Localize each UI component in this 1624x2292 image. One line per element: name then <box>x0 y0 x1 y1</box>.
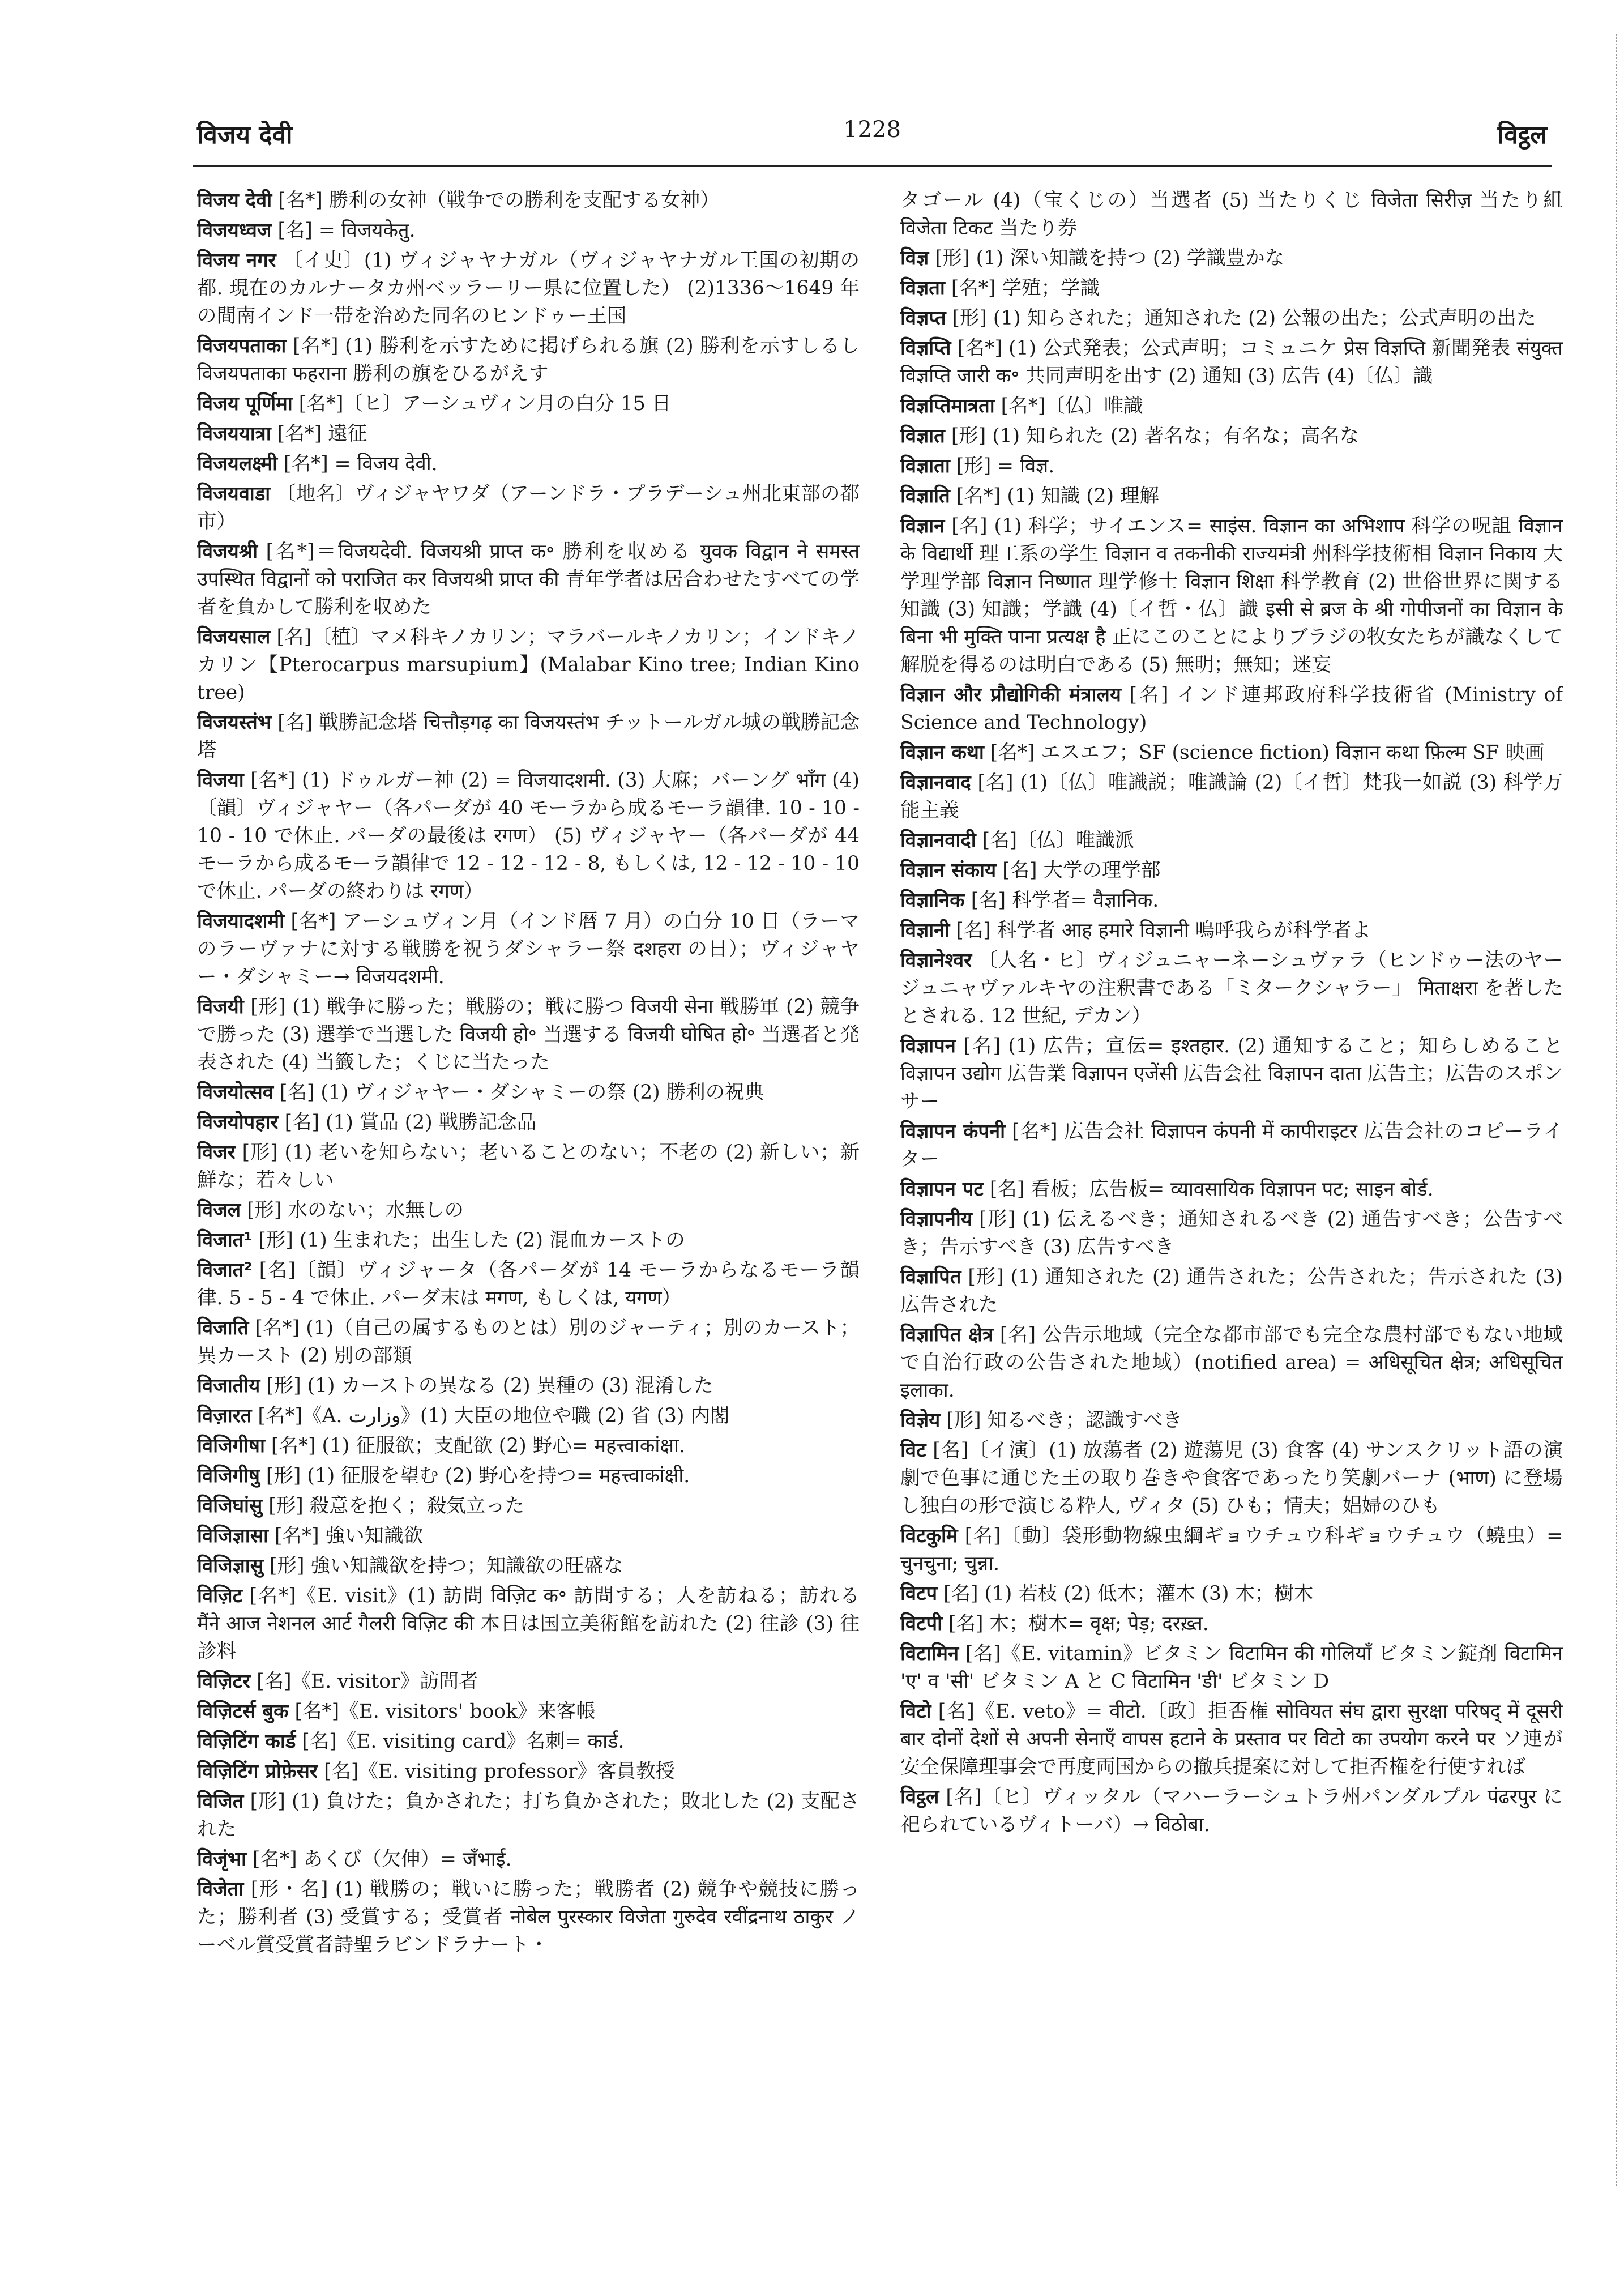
dictionary-entry <box>197 247 860 330</box>
headword: विजयादशमी <box>197 910 285 933</box>
headword: विजित <box>197 1790 244 1813</box>
headword: विज़िटर्स बुक <box>197 1700 289 1723</box>
definition: [名*]〔ヒ〕アーシュヴィン月の白分 15 日 <box>298 392 672 415</box>
dictionary-entry <box>197 1552 860 1580</box>
definition: [名] (1) ヴィジャヤー・ダシャミーの祭 (2) 勝利の祝典 <box>280 1081 764 1104</box>
dictionary-entry <box>197 1079 860 1107</box>
headword: विज्ञप्तिमात्रता <box>900 395 995 417</box>
definition: [名]《E. visiting card》名刺= कार्ड. <box>302 1730 625 1753</box>
headword: विजर <box>197 1141 236 1164</box>
dictionary-entry <box>197 1139 860 1194</box>
definition: [形] 水のない；水無しの <box>247 1199 464 1222</box>
headword: विजिगीषा <box>197 1435 265 1457</box>
definition: [名]《E. visiting professor》客員教授 <box>323 1760 676 1783</box>
dictionary-entry <box>197 187 860 215</box>
definition: [名]〔仏〕唯識派 <box>982 829 1135 852</box>
definition: [形・名] (1) 戦勝の；戦いに勝った；戦勝者 (2) 競争や競技に勝った；勝利者 (3) 受賞する；受賞者 नोबेल पुरस्कार विजेता गुरुदेव रवींद्रनाथ ठाकुर ノーベル賞受賞者詩聖ラビンドラナート・ <box>197 1878 860 1956</box>
headword: विजयपताका <box>197 335 287 357</box>
dictionary-entry <box>197 1197 860 1224</box>
dictionary-entry <box>900 335 1563 390</box>
headword: विजिगीषु <box>197 1465 260 1487</box>
definition: [形] (1) 深い知識を持つ (2) 学識豊かな <box>935 247 1285 270</box>
right-column <box>900 187 1563 2203</box>
page-header <box>193 117 1552 162</box>
headword: विजल <box>197 1199 241 1222</box>
dictionary-entry <box>900 1640 1563 1696</box>
headword: विज्ञानी <box>900 919 950 942</box>
definition: [形] 強い知識欲を持つ；知識欲の旺盛な <box>270 1555 623 1577</box>
definition: [名]〔韻〕ヴィジャータ（各パーダが 14 モーラからなるモーラ韻律. 5 - 5 - 4 で休止. パーダ末は मगण, もしくは, यगण） <box>197 1259 860 1309</box>
definition: [名*]《E. visit》(1) 訪問 विज़िट क॰ 訪問する；人を訪ねる；訪れる मैंने आज नेशनल आर्ट गैलरी विज़िट की 本日は国立美術館を訪れた (2) 往診 (3) 往診料 <box>197 1585 860 1663</box>
headword: विज्ञापन कंपनी <box>900 1120 1006 1143</box>
definition: [形] (1) 老いを知らない；老いることのない；不老の (2) 新しい；新鮮な；若々しい <box>197 1141 860 1192</box>
definition: [名] = विजयकेतु. <box>277 219 416 242</box>
dictionary-entry <box>900 857 1563 885</box>
dictionary-entry <box>900 1176 1563 1203</box>
headword: विजयध्वज <box>197 219 272 242</box>
dictionary-entry <box>900 392 1563 420</box>
headword: विजेता <box>197 1878 244 1901</box>
header-first-headword: विजय देवी <box>197 121 293 150</box>
dictionary-entry <box>197 1582 860 1666</box>
dictionary-entry <box>900 1407 1563 1435</box>
definition: [名] 科学者= वैज्ञानिक. <box>971 889 1159 912</box>
headword: विज्ञानेश्वर <box>900 949 972 972</box>
dictionary-entry <box>197 1402 860 1430</box>
dictionary-entry <box>197 1314 860 1370</box>
headword: विज्ञान <box>900 515 945 537</box>
definition: [名]《E. veto》= वीटो.〔政〕拒否権 सोवियत संघ द्वारा सुरक्षा परिषद् में दूसरी बार दोनों देशों से अपनी सेनाएँ वापस हटाने के प्रस्ताव पर विटो का उपयोग करने पर ソ連が安全保障理事会で再度両国からの撤兵提案に対して拒否権を行使すれば <box>900 1700 1563 1778</box>
headword: विट <box>900 1439 926 1462</box>
dictionary-entry <box>900 483 1563 510</box>
headword: विज्ञान कथा <box>900 741 984 764</box>
dictionary-entry <box>197 217 860 245</box>
headword: विज्ञान संकाय <box>900 859 997 882</box>
dictionary-entry <box>900 1698 1563 1781</box>
headword: विजिघांसु <box>197 1495 263 1517</box>
dictionary-entry <box>900 769 1563 825</box>
dictionary-entry <box>197 1432 860 1460</box>
right-column-entries <box>900 245 1563 1839</box>
dictionary-entry <box>900 1610 1563 1638</box>
dictionary-entry <box>900 1783 1563 1839</box>
headword: विजय नगर <box>197 249 276 272</box>
dictionary-entry <box>197 1492 860 1520</box>
headword: विटो <box>900 1700 931 1723</box>
definition: [名] 木；樹木= वृक्ष; पेड़; दरख़्त. <box>948 1612 1209 1635</box>
dictionary-entry <box>197 1876 860 1959</box>
dictionary-entry <box>900 422 1563 450</box>
definition: 〔地名〕ヴィジャヤワダ（アーンドラ・プラデーシュ州北東部の都市） <box>197 483 860 533</box>
page-number: 1228 <box>843 117 901 143</box>
dictionary-entry <box>900 453 1563 480</box>
dictionary-entry <box>900 245 1563 272</box>
definition: [名*] 遠征 <box>277 422 367 445</box>
definition: [形] (1) 知られた (2) 著名な；有名な；高名な <box>951 425 1360 447</box>
headword: विज्ञप्त <box>900 307 946 330</box>
headword: विटामिन <box>900 1642 959 1665</box>
dictionary-entry <box>197 1668 860 1696</box>
headword: विज्ञाति <box>900 485 950 507</box>
dictionary-entry <box>197 1728 860 1756</box>
headword: विजिज्ञासा <box>197 1525 268 1547</box>
headword: विटकुमि <box>900 1525 958 1547</box>
definition: [名]《E. visitor》訪問者 <box>257 1670 478 1693</box>
definition: [形] (1) カーストの異なる (2) 異種の (3) 混淆した <box>266 1375 713 1397</box>
definition: [名*] (1) 公式発表；公式声明；コミュニケ प्रेस विज्ञप्ति 新聞発表 संयुक्त विज्ञप्ति जारी क॰ 共同声明を出す (2) 通知 (3) 広告 (4)〔仏〕識 <box>900 337 1563 387</box>
dictionary-entry <box>197 480 860 536</box>
dictionary-entry <box>900 1264 1563 1319</box>
dictionary-entry <box>900 1206 1563 1261</box>
headword: विट्ठल <box>900 1786 939 1808</box>
page-edge-shadow <box>1616 34 1621 2186</box>
headword: विज्ञापन <box>900 1035 956 1057</box>
headword: विजयोत्सव <box>197 1081 274 1104</box>
headword: विजयवाडा <box>197 483 271 505</box>
headword: विज्ञान और प्रौद्योगिकी मंत्रालय <box>900 684 1121 706</box>
headword: विज्ञापित क्षेत्र <box>900 1324 994 1346</box>
definition: [名] (1) 広告；宣伝= इश्तहार. (2) 通知すること；知らしめること विज्ञापन उद्योग 広告業 विज्ञापन एजेंसी 広告会社 विज्ञापन दाता 広告主；広告のスポンサー <box>900 1035 1563 1113</box>
definition: [形] 殺意を抱く；殺気立った <box>268 1495 525 1517</box>
headword: विजिज्ञासु <box>197 1555 264 1577</box>
dictionary-entry <box>197 390 860 418</box>
definition: [形] (1) 負けた；負かされた；打ち負かされた；敗北した (2) 支配された <box>197 1790 860 1841</box>
headword: विजयोपहार <box>197 1111 279 1134</box>
dictionary-entry <box>197 1758 860 1786</box>
dictionary-entry <box>197 332 860 388</box>
dictionary-entry <box>900 1522 1563 1578</box>
definition: [名*]《E. visitors' book》来客帳 <box>294 1700 596 1723</box>
dictionary-entry <box>900 1321 1563 1405</box>
definition: [名] (1) 科学；サイエンス= साइंस. विज्ञान का अभिशाप 科学の呪詛 विज्ञान के विद्यार्थी 理工系の学生 विज्ञान व तकनीकी राज्यमंत्री 州科学技術相 विज्ञान निकाय 大学理学部 विज्ञान निष्णात 理学修士 विज्ञान शिक्षा 科学教育 (2) 世俗世界に関する知識 (3) 知識；学識 (4)〔イ哲・仏〕識 इसी से ब्रज के श्री गोपीजनों का विज्ञान के बिना भी मुक्ति पाना प्रत्यक्ष है 正にこのことによりブラジの牧女たちが識なくして解脱を得るのは明白である (5) 無明；無知；迷妄 <box>900 515 1563 676</box>
headword: विजयी <box>197 996 244 1018</box>
dictionary-entry <box>900 947 1563 1030</box>
headword: विज़िट <box>197 1585 243 1607</box>
headword: विज्ञानवाद <box>900 771 971 794</box>
definition: [名] インド連邦政府科学技術省 (Ministry of Science and Technology) <box>900 684 1563 734</box>
dictionary-entry <box>900 1580 1563 1608</box>
dictionary-entry <box>900 305 1563 332</box>
headword: विजात² <box>197 1259 253 1282</box>
headword: विजयश्री <box>197 540 258 563</box>
headword: विटपी <box>900 1612 943 1635</box>
headword: विज़िटिंग कार्ड <box>197 1730 296 1753</box>
definition: [名*] (1) ドゥルガー神 (2) = विजयादशमी. (3) 大麻；バーング भाँग (4)〔韻〕ヴィジャヤー（各パーダが 40 モーラから成るモーラ韻律. 10 - 10 - 10 - 10 で休止. パーダの最後は रगण） (5) ヴィジャヤー（各パーダが 44 モーラから成るモーラ韻律で 12 - 12 - 12 - 8, もしくは, 12 - 12 - 10 - 10 で休止. パーダの終わりは रगण） <box>197 769 860 903</box>
dictionary-entry <box>197 993 860 1077</box>
continuation-text: タゴール (4)（宝くじの）当選者 (5) 当たりくじ विजेता सिरीज़ 当たり組 विजेता टिकट 当たり券 <box>900 189 1563 240</box>
dictionary-entry <box>197 1372 860 1400</box>
definition: [形] 知るべき；認識すべき <box>946 1409 1182 1432</box>
definition: [名]〔動〕袋形動物線虫綱ギョウチュウ科ギョウチュウ（蟯虫）= चुनचुना; चुन्ना. <box>900 1525 1563 1575</box>
dictionary-entry <box>197 908 860 991</box>
definition: [形] (1) 生まれた；出生した (2) 混血カーストの <box>258 1229 685 1252</box>
headword: विजातीय <box>197 1375 260 1397</box>
dictionary-entry <box>197 709 860 765</box>
dictionary-entry <box>197 1462 860 1490</box>
dictionary-entry <box>197 420 860 448</box>
headword: विजयस्तंभ <box>197 711 272 734</box>
definition: [形] (1) 知らされた；通知された (2) 公報の出た；公式声明の出た <box>952 307 1536 330</box>
headword: विज्ञानिक <box>900 889 965 912</box>
definition: [名*] 学殖；学識 <box>951 277 1100 300</box>
definition: [名*] = विजय देवी. <box>284 453 438 475</box>
definition: [名*]〔仏〕唯識 <box>1001 395 1143 417</box>
definition: [名]〔植〕マメ科キノカリン；マラバールキノカリン；インドキノカリン【Pterocarpus marsupium】(Malabar Kino tree; Indian Kino tree) <box>197 626 860 704</box>
headword: विज्ञापनीय <box>900 1208 972 1231</box>
headword: विजय पूर्णिमा <box>197 392 293 415</box>
dictionary-entry <box>900 1437 1563 1520</box>
dictionary-entry <box>197 1522 860 1550</box>
headword: विजात¹ <box>197 1229 253 1252</box>
dictionary-entry <box>900 887 1563 915</box>
headword: विज्ञता <box>900 277 945 300</box>
definition: [名*]《A. وزارت》(1) 大臣の地位や職 (2) 省 (3) 内閣 <box>258 1405 730 1427</box>
definition: [名*] エスエフ；SF (science fiction) विज्ञान कथा फ़िल्म SF 映画 <box>990 741 1545 764</box>
dictionary-entry <box>197 450 860 478</box>
dictionary-entry <box>197 1109 860 1137</box>
dictionary-entry <box>197 538 860 621</box>
definition: [名*] (1) 知識 (2) 理解 <box>956 485 1160 507</box>
definition: [名]《E. vitamin》ビタミン विटामिन की गोलियाँ ビタミン錠剤 विटामिन 'ए' व 'सी' ビタミン A と C विटामिन 'डी' ビタミン D <box>900 1642 1563 1693</box>
dictionary-entry <box>900 275 1563 302</box>
definition: 〔人名・ヒ〕ヴィジュニャーネーシュヴァラ（ヒンドゥー法のヤージュニャヴァルキヤの注釈書である「ミタークシャラー」 मिताक्षरा を著したとされる. 12 世紀, デカン） <box>900 949 1563 1027</box>
dictionary-entry <box>900 1118 1563 1173</box>
headword: विजया <box>197 769 244 792</box>
definition: [名*] アーシュヴィン月（インド暦 7 月）の白分 10 日（ラーマのラーヴァナに対する戦勝を祝うダシャラー祭 दशहरा の日）；ヴィジャヤー・ダシャミー→ विजयदशमी. <box>197 910 860 988</box>
headword: विज्ञानवादी <box>900 829 976 852</box>
dictionary-entry <box>197 624 860 707</box>
dictionary-entry <box>197 1788 860 1843</box>
dictionary-entry <box>900 1032 1563 1116</box>
definition: 〔イ史〕(1) ヴィジャヤナガル（ヴィジャヤナガル王国の初期の都. 現在のカルナータカ州ベッラーリー県に位置した） (2)1336～1649 年の間南インド一帯を治めた同名のヒンドゥー王国 <box>197 249 860 327</box>
headword: विज्ञ <box>900 247 929 270</box>
definition: [形] (1) 通知された (2) 通告された；公告された；告示された (3) 広告された <box>900 1266 1563 1316</box>
dictionary-entry <box>900 513 1563 679</box>
headword: विज़िटिंग प्रोफ़ेसर <box>197 1760 318 1783</box>
definition: [名*] (1)（自己の属するものとは）別のジャーティ；別のカースト；異カースト (2) 別の部類 <box>197 1317 860 1367</box>
definition: [名*] 広告会社 विज्ञापन कंपनी में कापीराइटर 広告会社のコピーライター <box>900 1120 1563 1171</box>
definition: [名] (1) 賞品 (2) 戦勝記念品 <box>284 1111 537 1134</box>
definition: [形] (1) 戦争に勝った；戦勝の；戦に勝つ विजयी सेना 戦勝軍 (2) 競争で勝った (3) 選挙で当選した विजयी हो॰ 当選する विजयी घोषित हो॰ 当選者と発表された (4) 当籤した；くじに当たった <box>197 996 860 1074</box>
dictionary-entry <box>197 1846 860 1873</box>
headword: विटप <box>900 1582 938 1605</box>
dictionary-entry <box>197 1227 860 1254</box>
headword: विज्ञापन पट <box>900 1178 984 1201</box>
definition: [名]〔ヒ〕ヴィッタル（マハーラーシュトラ州パンダルプル पंढरपुर に祀られているヴィトーバ）→ विठोबा. <box>900 1786 1563 1836</box>
left-column <box>197 187 860 2203</box>
headword: विज्ञापित <box>900 1266 961 1288</box>
definition: [名*] 強い知識欲 <box>274 1525 424 1547</box>
dictionary-entry <box>197 767 860 906</box>
header-rule <box>193 165 1552 167</box>
definition: [名] 大学の理学部 <box>1002 859 1161 882</box>
definition: [名*] (1) 勝利を示すために掲げられる旗 (2) 勝利を示すしるし विजयपताका फहराना 勝利の旗をひるがえす <box>197 335 860 385</box>
headword: विज्ञात <box>900 425 945 447</box>
definition: [名] (1) 若枝 (2) 低木；灌木 (3) 木；樹木 <box>943 1582 1314 1605</box>
definition: [名] (1)〔仏〕唯識説；唯識論 (2)〔イ哲〕梵我一如説 (3) 科学万能主義 <box>900 771 1563 822</box>
definition: [名*] (1) 征服欲；支配欲 (2) 野心= महत्त्वाकांक्षा. <box>271 1435 685 1457</box>
definition: [名*] 勝利の女神（戦争での勝利を支配する女神） <box>278 189 720 212</box>
dictionary-entry <box>900 827 1563 855</box>
definition: [形] = विज्ञ. <box>956 455 1055 477</box>
headword: विजयसाल <box>197 626 271 648</box>
headword: विजययात्रा <box>197 422 271 445</box>
dictionary-entry <box>900 917 1563 945</box>
header-last-headword: विट्ठल <box>1497 121 1547 150</box>
headword: विज्ञप्ति <box>900 337 951 360</box>
definition: [名*] あくび（欠伸）= जँभाई. <box>252 1848 512 1871</box>
headword: विजृंभा <box>197 1848 246 1871</box>
dictionary-entry <box>900 739 1563 767</box>
definition: [名] 戦勝記念塔 चित्तौड़गढ़ का विजयस्तंभ チットールガル城の戦勝記念塔 <box>197 711 860 762</box>
headword: विज़िटर <box>197 1670 251 1693</box>
definition: [名] 看板；広告板= व्यावसायिक विज्ञापन पट; साइन बोर्ड. <box>989 1178 1434 1201</box>
dictionary-entry <box>197 1698 860 1726</box>
dictionary-entry <box>900 681 1563 737</box>
headword: विजयलक्ष्मी <box>197 453 278 475</box>
definition: [名*]＝विजयदेवी. विजयश्री प्राप्त क॰ 勝利を収める युवक विद्वान ने समस्त उपस्थित विद्वानों को पराजित कर विजयश्री प्राप्त की 青年学者は居合わせたすべての学者を負かして勝利を収めた <box>197 540 860 618</box>
dictionary-entry <box>197 1257 860 1312</box>
definition: [名] 科学者 आह हमारे विज्ञानी 嗚呼我らが科学者よ <box>956 919 1371 942</box>
definition: [名] 公告示地域（完全な都市部でも完全な農村部でもない地域で自治行政の公告された地域）(notified area) = अधिसूचित क्षेत्र; अधिसूचित इलाका. <box>900 1324 1563 1402</box>
headword: विज्ञाता <box>900 455 950 477</box>
definition: [形] (1) 伝えるべき；通知されるべき (2) 通告すべき；公告すべき；告示すべき (3) 広告すべき <box>900 1208 1563 1258</box>
definition: [名]〔イ演〕(1) 放蕩者 (2) 遊蕩児 (3) 食客 (4) サンスクリット語の演劇で色事に通じた王の取り巻きや食客であったり笑劇バーナ (भाण) に登場し独白の形で演じる粋人, ヴィタ (5) ひも；情夫；娼婦のひも <box>900 1439 1563 1517</box>
headword: विज़ारत <box>197 1405 252 1427</box>
headword: विजय देवी <box>197 189 272 212</box>
headword: विजाति <box>197 1317 249 1339</box>
headword: विज्ञेय <box>900 1409 941 1432</box>
definition: [形] (1) 征服を望む (2) 野心を持つ= महत्त्वाकांक्षी. <box>266 1465 690 1487</box>
